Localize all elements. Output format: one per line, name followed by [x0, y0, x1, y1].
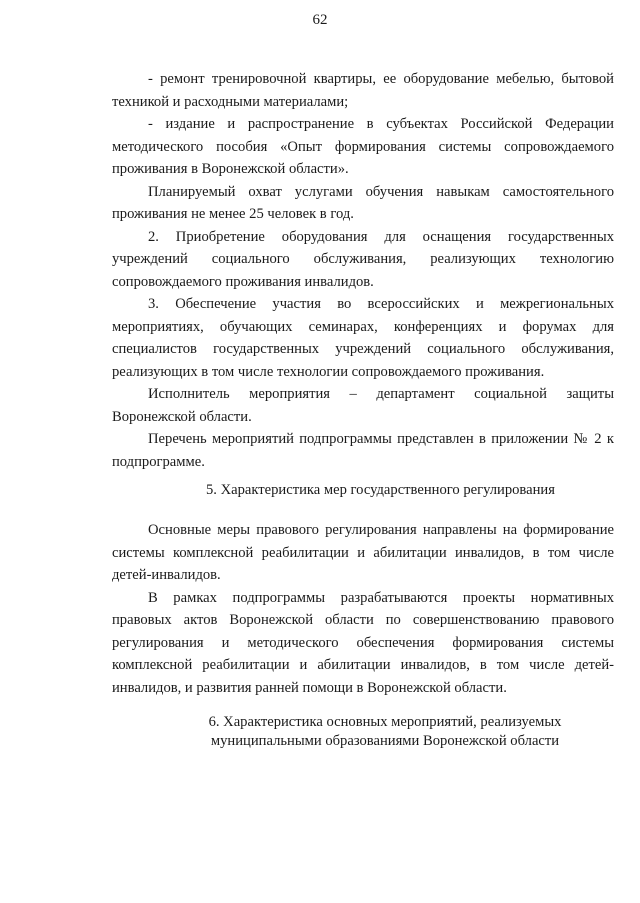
heading-line: 6. Характеристика основных мероприятий, реализуемых — [208, 714, 562, 730]
paragraph: - ремонт тренировочной квартиры, ее оборудование мебелью, бытовой техникой и расходными материалами; — [112, 71, 614, 110]
paragraph: Перечень мероприятий подпрограммы представлен в приложении № 2 к подпрограмме. — [112, 431, 614, 470]
paragraph: 3. Обеспечение участия во всероссийских и межрегиональных мероприятиях, обучающих семинарах, конференциях и форумах для специалистов государственных учреждений социального обслуживания, реализующих в том числе технологии сопровождаемого проживания. — [112, 296, 614, 380]
paragraph: В рамках подпрограммы разрабатываются проекты нормативных правовых актов Воронежской области по совершенствованию правового регулирования и методического обеспечения формирования системы комплексной реабилитации и абилитации инвалидов, в том числе детей-инвалидов, и развития ранней помощи в Воронежской области. — [112, 589, 614, 696]
section-5-text — [112, 519, 614, 699]
section-5-heading: 5. Характеристика мер государственного регулирования — [206, 482, 555, 498]
paragraph: Планируемый охват услугами обучения навыкам самостоятельного проживания не менее 25 человек в год. — [112, 183, 614, 222]
paragraph: - издание и распространение в субъектах Российской Федерации методического пособия «Опыт формирования системы сопровождаемого проживания в Воронежской области». — [112, 116, 614, 177]
paragraph: Основные меры правового регулирования направлены на формирование системы комплексной реабилитации и абилитации инвалидов, в том числе детей-инвалидов. — [112, 522, 614, 583]
section-6-heading — [175, 713, 595, 751]
section-4-text — [112, 68, 614, 473]
paragraph: 2. Приобретение оборудования для оснащения государственных учреждений социального обслуживания, реализующих технологию сопровождаемого проживания инвалидов. — [112, 228, 614, 290]
page-number: 62 — [312, 12, 328, 28]
heading-line: муниципальными образованиями Воронежской области — [210, 733, 560, 749]
paragraph: Исполнитель мероприятия – департамент социальной защиты Воронежской области. — [112, 386, 614, 425]
